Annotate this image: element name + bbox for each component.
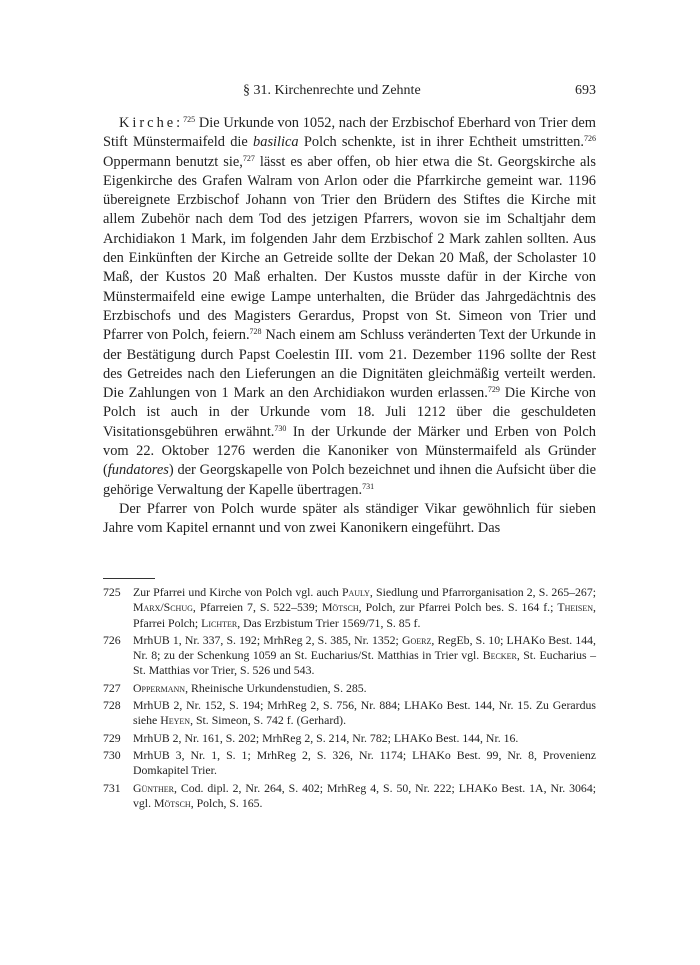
- text-run: Die Urkunde von 1052, nach der Erzbischof Eberhard von Trier dem Stift Münstermaifeld die: [103, 115, 596, 151]
- footnote-ref-730[interactable]: 730: [274, 423, 287, 433]
- footnote-number: 728: [103, 698, 121, 713]
- footnote-text: [133, 681, 596, 696]
- text-run: , RegEb, S. 10; LHAKo Best. 144, Nr. 8; zu der Schenkung 1059 an St. Eucharius/St. Matthias in Trier vgl.: [133, 632, 596, 663]
- footnote-number: 727: [103, 680, 121, 695]
- text-run: , St. Eucharius – St. Matthias vor Trier, S. 526 und 543.: [133, 648, 596, 678]
- footnote-ref-728[interactable]: 728: [249, 327, 262, 337]
- author-name: Mötsch: [321, 600, 359, 615]
- footnote-number: 731: [103, 780, 121, 795]
- author-name: Pauly: [341, 585, 370, 599]
- text-run: In der Urkunde der Märker und Erben von Polch vom 22. Oktober 1276 werden die Kanoniker von Münstermaifeld als Gründer (: [103, 423, 596, 479]
- footnote-text: [133, 781, 596, 812]
- footnote-number: 725: [103, 585, 121, 599]
- footnote-ref-726[interactable]: 726: [583, 134, 596, 144]
- footnote-729: [103, 731, 596, 746]
- footnote-ref-727[interactable]: 727: [242, 153, 255, 163]
- footnote-text: MrhUB 3, Nr. 1, S. 1; MrhReg 2, S. 326, Nr. 1174; LHAKo Best. 99, Nr. 8, Provenienz Domkapitel Trier.: [133, 747, 596, 778]
- footnote-725: [103, 585, 596, 631]
- footnote-ref-731[interactable]: 731: [362, 481, 375, 491]
- footnote-731: [103, 781, 596, 812]
- emphasis-fundatores: fundatores: [107, 462, 169, 479]
- paragraph-1: [103, 114, 596, 500]
- footnote-number: 729: [103, 730, 121, 745]
- text-run: Oppermann benutzt sie,: [103, 153, 243, 170]
- text-run: , Polch, zur Pfarrei Polch bes. S. 164 f.;: [358, 600, 558, 615]
- footnote-text: [133, 585, 596, 631]
- author-name: Goerz: [401, 632, 432, 647]
- author-name: Heyen: [160, 713, 191, 728]
- footnote-number: 730: [103, 747, 121, 762]
- footnote-727: [103, 681, 596, 696]
- text-run: , Pfarrei Polch;: [133, 600, 596, 630]
- page-header: [103, 83, 596, 105]
- footnote-text: [133, 633, 596, 679]
- main-text: [103, 114, 596, 539]
- text-run: , Cod. dipl. 2, Nr. 264, S. 402; MrhReg 4, S. 50, Nr. 222; LHAKo Best. 1A, Nr. 3064; vgl.: [133, 780, 596, 810]
- text-run: MrhUB 1, Nr. 337, S. 192; MrhReg 2, S. 385, Nr. 1352;: [133, 632, 402, 647]
- author-name: Becker: [482, 648, 517, 663]
- footnotes: [103, 585, 596, 813]
- author-name: Lichter: [201, 615, 238, 630]
- text-run: MrhUB 2, Nr. 152, S. 194; MrhReg 2, S. 756, Nr. 884; LHAKo Best. 144, Nr. 15. Zu Gerardus siehe: [133, 698, 596, 728]
- text-run: lässt es aber offen, ob hier etwa die St. Georgskirche als Eigenkirche des Grafen Walram von Arlon oder die Pfarrkirche gemeint war. 1196 übereignete Erzbischof Johann von Trier den Brüdern des Stiftes die Kirche mit allem Zubehör nach dem Tod des jetzigen Pfarrers, wovon sie im Schaltjahr dem Archidiakon 1 Mark, im folgenden Jahr dem Erzbischof 2 Mark zahlen sollten. Aus den Einkünften der Kirche an Getreide sollte der Dekan 20 Maß, der Scholaster 10 Maß, der Kustos 20 Maß erhalten. Der Kustos musste dafür in der Kirche von Münstermaifeld eine ewige Lampe unterhalten, die Brüder das Jahrgedächtnis des Erzbischofs und des Magisters Gerardus, Propst von St. Simeon von Trier und Pfarrer von Polch, feiern.: [103, 153, 596, 344]
- footnote-text: [133, 698, 596, 729]
- author-name: Mötsch: [153, 795, 191, 810]
- text-run: Polch schenkte, ist in ihrer Echtheit umstritten.: [298, 134, 584, 151]
- footnote-728: [103, 698, 596, 729]
- footnote-divider: [103, 578, 155, 579]
- text-run: Die Kirche von Polch ist auch in der Urkunde vom 18. Juli 1212 über die geschuldeten Visitationsgebühren erwähnt.: [103, 385, 596, 440]
- text-run: Nach einem am Schluss veränderten Text der Urkunde in der Bestätigung durch Papst Coelestin III. vom 21. Dezember 1196 sollte der Rest des Getreides nach den Lieferungen an die Dignitäten gleichmäßig verteilt werden. Die Zahlungen von 1 Mark an den Archidiakon wurden erlassen.: [103, 327, 597, 402]
- author-name: Theisen: [557, 600, 594, 615]
- footnote-number: 726: [103, 632, 121, 647]
- footnote-ref-725[interactable]: 725: [183, 115, 196, 124]
- text-run: , St. Simeon, S. 742 f. (Gerhard).: [190, 713, 347, 728]
- text-run: , Rheinische Urkundenstudien, S. 285.: [185, 680, 367, 695]
- page-number: 693: [575, 83, 596, 98]
- author-name: Marx/Schug: [133, 600, 193, 615]
- text-run: , Das Erzbistum Trier 1569/71, S. 85 f.: [237, 615, 421, 630]
- spaced-keyword: Kirche:: [119, 115, 184, 131]
- author-name: Günther: [133, 780, 174, 795]
- text-run: ) der Georgskapelle von Polch bezeichnet und ihnen die Aufsicht über die gehörige Verwaltung der Kapelle übertragen.: [103, 462, 596, 498]
- footnote-ref-729[interactable]: 729: [487, 385, 500, 395]
- footnote-730: [103, 748, 596, 779]
- text-run: , Siedlung und Pfarrorganisation 2, S. 265–267;: [369, 585, 596, 599]
- text-run: Zur Pfarrei und Kirche von Polch vgl. auch: [133, 585, 342, 599]
- emphasis-basilica: basilica: [253, 134, 299, 151]
- running-head: § 31. Kirchenrechte und Zehnte: [243, 83, 421, 98]
- paragraph-2: Der Pfarrer von Polch wurde später als ständiger Vikar gewöhnlich für sieben Jahre vom Kapitel ernannt und von zwei Kanonikern eingeführt. Das: [103, 500, 596, 537]
- text-run: , Polch, S. 165.: [190, 795, 263, 810]
- author-name: Oppermann: [133, 680, 186, 695]
- footnote-text: MrhUB 2, Nr. 161, S. 202; MrhReg 2, S. 214, Nr. 782; LHAKo Best. 144, Nr. 16.: [133, 730, 519, 745]
- footnote-726: [103, 633, 596, 679]
- text-run: , Pfarreien 7, S. 522–539;: [192, 600, 322, 615]
